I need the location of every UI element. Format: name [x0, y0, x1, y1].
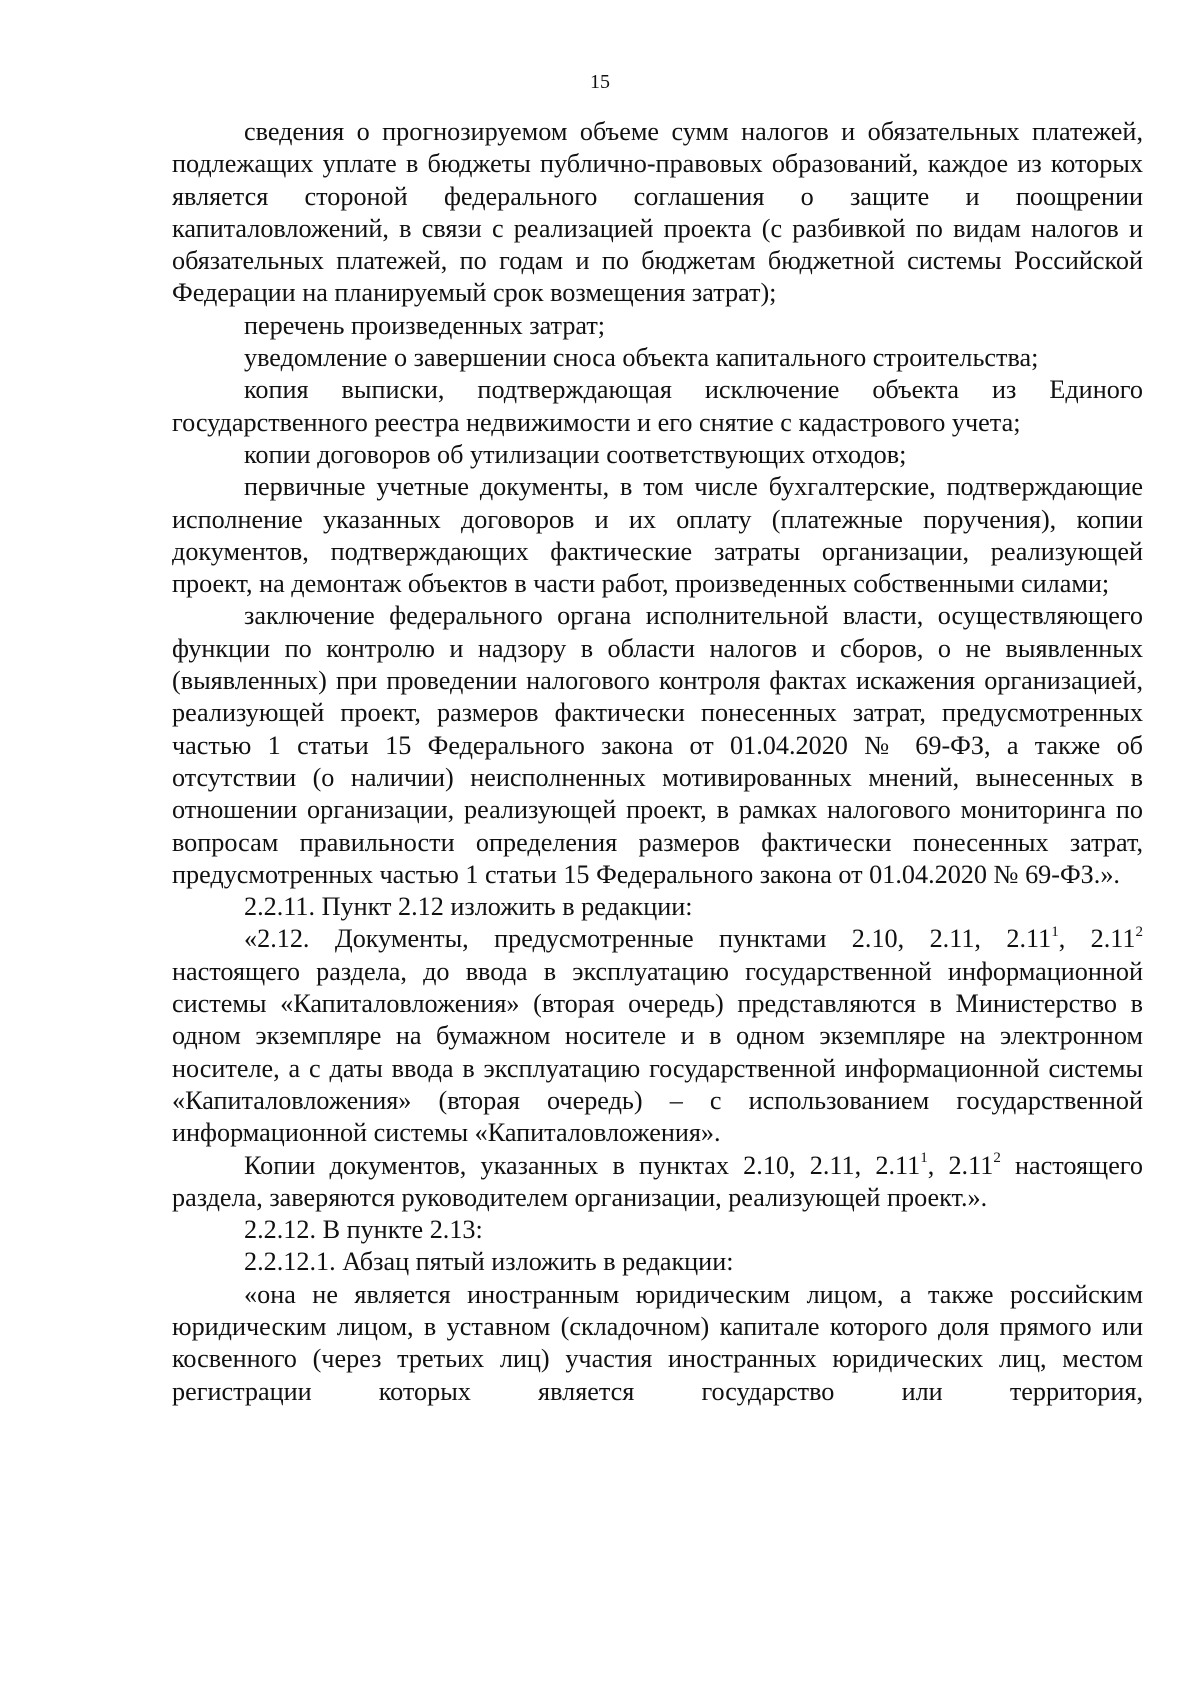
- text-segment: «2.12. Документы, предусмотренные пунктами 2.10, 2.11, 2.11: [244, 924, 1052, 954]
- paragraph-item-2-2-12-1: 2.2.12.1. Абзац пятый изложить в редакции:: [244, 1247, 734, 1277]
- superscript: 1: [1051, 923, 1059, 940]
- text-segment: Копии документов, указанных в пунктах 2.10, 2.11, 2.11: [244, 1150, 921, 1180]
- text-segment: , 2.11: [1058, 924, 1136, 954]
- paragraph-demolition-notice: уведомление о завершении сноса объекта капитального строительства;: [244, 343, 1039, 373]
- text-segment: настоящего раздела, заверяются руководителем организации, реализующей проект.».: [172, 1150, 1143, 1212]
- page-number: 15: [590, 71, 610, 93]
- document-body: [172, 116, 1143, 1408]
- paragraph-item-2-2-11: 2.2.11. Пункт 2.12 изложить в редакции:: [244, 892, 693, 922]
- text-segment: настоящего раздела, до ввода в эксплуатацию государственной информационной системы «Капиталовложения» (вторая очередь) представляются в Министерство в одном экземпляре на бумажном носителе и в одном экземпляре на электронном носителе, а с даты ввода в эксплуатацию государственной информационной системы «Капиталовложения» (вторая очередь) – с использованием государственной информационной системы «Капиталовложения».: [172, 956, 1143, 1148]
- paragraph-costs-list: перечень произведенных затрат;: [244, 310, 606, 340]
- superscript: 1: [920, 1149, 928, 1166]
- paragraph-forecast-taxes: сведения о прогнозируемом объеме сумм налогов и обязательных платежей, подлежащих уплате в бюджеты публично-правовых образований, каждое из которых является стороной федерального соглашения о защите и поощрении капиталовложений, в связи с реализацией проекта (с разбивкой по видам налогов и обязательных платежей, по годам и по бюджетам бюджетной системы Российской Федерации на планируемый срок возмещения затрат);: [172, 117, 1143, 308]
- superscript: 2: [1135, 923, 1144, 940]
- paragraph-primary-documents: первичные учетные документы, в том числе бухгалтерские, подтверждающие исполнение указанных договоров и их оплату (платежные поручения), копии документов, подтверждающих фактические затраты организации, реализующей проект, на демонтаж объектов в части работ, произведенных собственными силами;: [172, 472, 1143, 599]
- text-segment: , 2.11: [927, 1150, 994, 1180]
- paragraph-tax-authority-conclusion: заключение федерального органа исполнительной власти, осуществляющего функции по контролю и надзору в области налогов и сборов, о не выявленных (выявленных) при проведении налогового контроля фактах искажения организацией, реализующей проект, размеров фактически понесенных затрат, предусмотренных частью 1 статьи 15 Федерального закона от 01.04.2020 № 69-ФЗ, а также об отсутствии (о наличии) неисполненных мотивированных мнений, вынесенных в отношении организации, реализующей проект, в рамках налогового мониторинга по вопросам правильности определения размеров фактически понесенных затрат, предусмотренных частью 1 статьи 15 Федерального закона от 01.04.2020 № 69-ФЗ.».: [172, 601, 1143, 889]
- paragraph-waste-contracts: копии договоров об утилизации соответствующих отходов;: [244, 439, 907, 469]
- paragraph-document-copies: [172, 1150, 1143, 1215]
- paragraph-not-foreign-entity: «она не является иностранным юридическим лицом, а также российским юридическим лицом, в уставном (складочном) капитале которого доля прямого или косвенного (через третьих лиц) участия иностранных юридических лиц, местом регистрации которых является государство или территория,: [172, 1279, 1143, 1406]
- paragraph-item-2-2-12: 2.2.12. В пункте 2.13:: [244, 1215, 483, 1245]
- superscript: 2: [993, 1149, 1001, 1166]
- paragraph-registry-extract: копия выписки, подтверждающая исключение объекта из Единого государственного реестра недвижимости и его снятие с кадастрового учета;: [172, 375, 1143, 437]
- paragraph-item-2-12: [172, 923, 1143, 1149]
